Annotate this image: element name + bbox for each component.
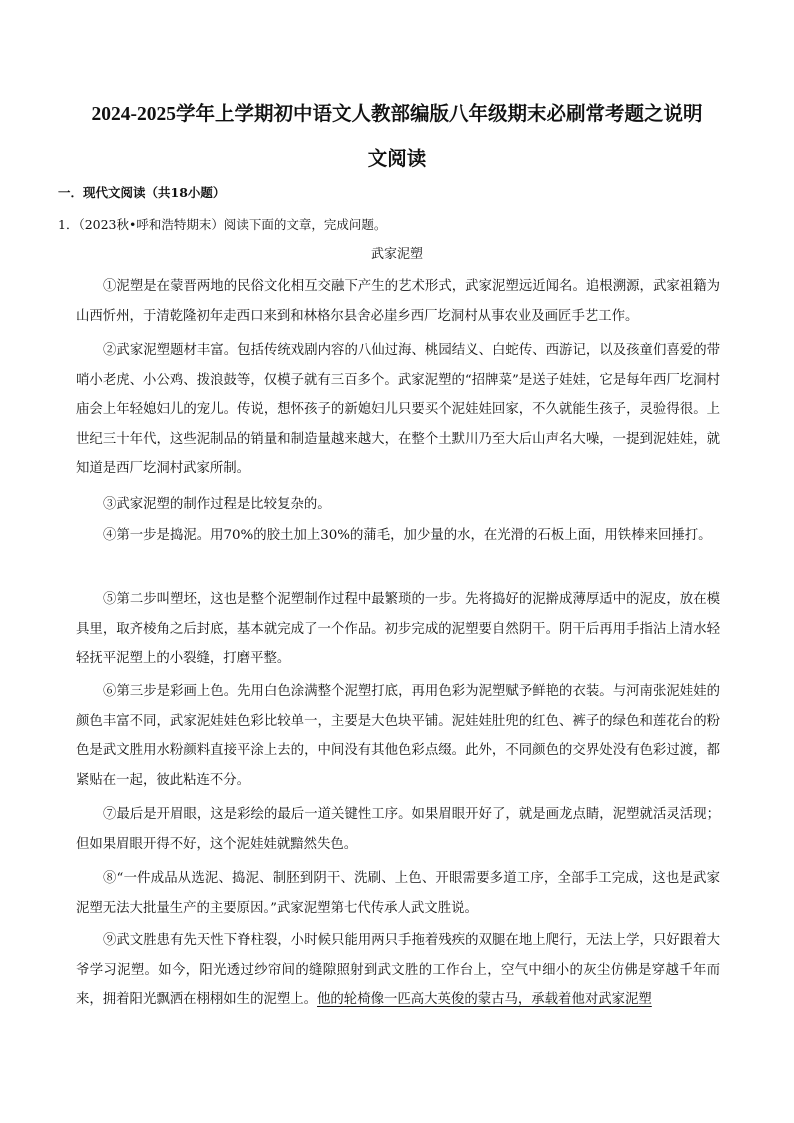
article-title: 武家泥塑 [370,247,423,262]
paragraph-4: ④第一步是捣泥。用70%的胶土加上30%的蒲毛，加少量的水，在光滑的石板上面，用铁棒来回捶打。 [103,528,712,543]
paragraph-1: ①泥塑是在蒙晋两地的民俗文化相互交融下产生的艺术形式，武家泥塑远近闻名。追根溯源，武家祖籍为山西忻州，于清乾隆初年走西口来到和林格尔县舍必崖乡西厂圪洞村从事农业及画匠手艺工作。 [76,279,720,324]
paragraph-7: ⑦最后是开眉眼，这是彩绘的最后一道关键性工序。如果眉眼开好了，就是画龙点睛，泥塑就活灵活现；但如果眉眼开得不好，这个泥娃娃就黯然失色。 [76,807,720,852]
paragraph-9 [76,926,720,1016]
document-title-line-2: 文阅读 [367,149,427,170]
question-intro: 1．（2023秋•呼和浩特期末）阅读下面的文章，完成问题。 [58,217,387,232]
paragraph-9-text: ⑨武文胜患有先天性下脊柱裂，小时候只能用两只手拖着残疾的双腿在地上爬行，无法上学，只好跟着大爷学习泥塑。如今，阳光透过纱帘间的缝隙照射到武文胜的工作台上，空气中细小的灰尘仿佛是穿越千年而来，拥着阳光飘洒在栩栩如生的泥塑上。 [76,933,720,1007]
paragraph-9-underlined-text: 他的轮椅像一匹高大英俊的蒙古马，承载着他对武家泥塑 [317,992,652,1007]
paragraph-5: ⑤第二步叫塑坯，这也是整个泥塑制作过程中最繁琐的一步。先将捣好的泥擀成薄厚适中的泥皮，放在模具里，取齐棱角之后封底，基本就完成了一个作品。初步完成的泥塑要自然阴干。阴干后再用手指沾上清水轻轻抚平泥塑上的小裂缝，打磨平整。 [76,592,720,666]
paragraph-6: ⑥第三步是彩画上色。先用白色涂满整个泥塑打底，再用色彩为泥塑赋予鲜艳的衣装。与河南张泥娃娃的颜色丰富不同，武家泥娃娃色彩比较单一，主要是大色块平铺。泥娃娃肚兜的红色、裤子的绿色和莲花台的粉色是武文胜用水粉颜料直接平涂上去的，中间没有其他色彩点缀。此外，不同颜色的交界处没有色彩过渡，都紧贴在一起，彼此粘连不分。 [76,684,720,788]
paragraph-2: ②武家泥塑题材丰富。包括传统戏剧内容的八仙过海、桃园结义、白蛇传、西游记，以及孩童们喜爱的带哨小老虎、小公鸡、拨浪鼓等，仅模子就有三百多个。武家泥塑的“招牌菜”是送子娃娃，它是每年西厂圪洞村庙会上年轻媳妇儿的宠儿。传说，想怀孩子的新媳妇儿只要买个泥娃娃回家，不久就能生孩子，灵验得很。上世纪三十年代，这些泥制品的销量和制造量越来越大，在整个土默川乃至大后山声名大噪，一提到泥娃娃，就知道是西厂圪洞村武家所制。 [76,343,720,476]
document-title-line-1: 2024-2025学年上学期初中语文人教部编版八年级期末必刷常考题之说明 [91,104,703,125]
section-heading: 一．现代文阅读（共18小题） [58,185,226,200]
paragraph-8: ⑧“一件成品从选泥、捣泥、制胚到阴干、洗刷、上色、开眼需要多道工序，全部手工完成，这也是武家泥塑无法大批量生产的主要原因。”武家泥塑第七代传承人武文胜说。 [76,871,720,916]
paragraph-3: ③武家泥塑的制作过程是比较复杂的。 [103,497,331,512]
